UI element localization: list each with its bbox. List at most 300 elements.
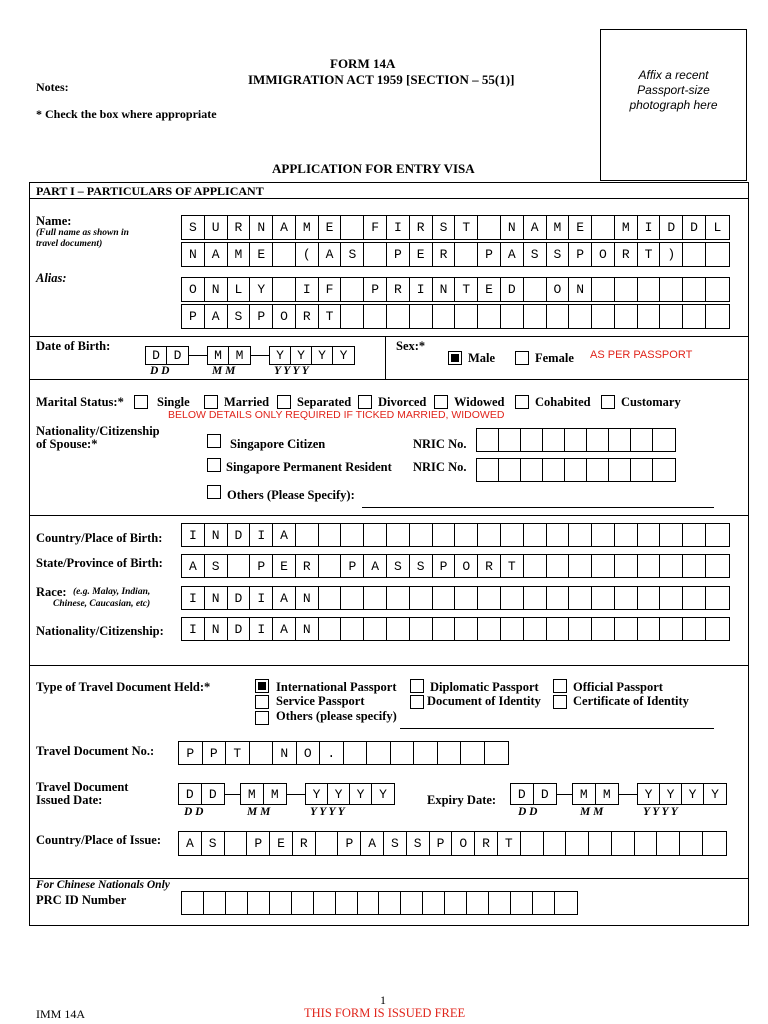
grid-cell[interactable] — [314, 892, 336, 914]
grid-cell[interactable] — [706, 587, 729, 609]
grid-cell[interactable]: S — [547, 243, 570, 266]
issued-year-grid[interactable] — [305, 783, 395, 805]
grid-cell[interactable]: R — [293, 832, 316, 855]
doc-others-line[interactable] — [400, 728, 714, 729]
grid-cell[interactable] — [569, 555, 592, 577]
grid-cell[interactable]: E — [270, 832, 293, 855]
grid-cell[interactable] — [273, 243, 296, 266]
grid-cell[interactable]: Y — [328, 784, 350, 804]
grid-cell[interactable] — [367, 742, 391, 764]
grid-cell[interactable]: S — [524, 243, 547, 266]
sex-female-checkbox[interactable] — [515, 351, 529, 365]
grid-cell[interactable] — [660, 278, 683, 301]
grid-cell[interactable]: Y — [291, 347, 312, 364]
grid-cell[interactable]: Y — [638, 784, 660, 804]
grid-cell[interactable]: Y — [270, 347, 291, 364]
grid-cell[interactable]: N — [273, 742, 297, 764]
grid-cell[interactable]: M — [602, 786, 611, 802]
grid-cell[interactable] — [391, 742, 415, 764]
grid-cell[interactable] — [387, 524, 410, 546]
grid-cell[interactable] — [555, 892, 577, 914]
grid-cell[interactable] — [706, 524, 729, 546]
grid-cell[interactable] — [410, 587, 433, 609]
grid-cell[interactable] — [501, 618, 524, 640]
grid-cell[interactable] — [660, 587, 683, 609]
marital-widowed-checkbox[interactable] — [434, 395, 448, 409]
grid-cell[interactable] — [592, 305, 615, 328]
grid-cell[interactable] — [455, 243, 478, 266]
grid-cell[interactable]: A — [361, 832, 384, 855]
grid-cell[interactable] — [228, 555, 251, 577]
grid-cell[interactable]: I — [250, 524, 273, 546]
grid-cell[interactable] — [660, 524, 683, 546]
grid-cell[interactable]: D — [683, 216, 706, 239]
doc-service-passport-checkbox[interactable] — [255, 695, 269, 709]
grid-cell[interactable] — [524, 524, 547, 546]
grid-cell[interactable]: D — [228, 524, 251, 546]
grid-cell[interactable]: P — [478, 243, 501, 266]
spouse-sg-pr-checkbox[interactable] — [207, 458, 221, 472]
alias-grid-row-1[interactable] — [181, 277, 730, 302]
grid-cell[interactable]: N — [250, 216, 273, 239]
grid-cell[interactable] — [341, 305, 364, 328]
grid-cell[interactable] — [521, 832, 544, 855]
grid-cell[interactable]: N — [433, 278, 456, 301]
grid-cell[interactable]: D — [540, 786, 549, 802]
grid-cell[interactable]: P — [247, 832, 270, 855]
grid-cell[interactable]: P — [179, 742, 203, 764]
grid-cell[interactable]: I — [296, 278, 319, 301]
grid-cell[interactable]: I — [182, 618, 205, 640]
grid-cell[interactable] — [341, 618, 364, 640]
grid-cell[interactable] — [182, 892, 204, 914]
grid-cell[interactable]: P — [203, 742, 227, 764]
grid-cell[interactable] — [478, 618, 501, 640]
grid-cell[interactable] — [485, 742, 509, 764]
grid-cell[interactable]: P — [338, 832, 361, 855]
grid-cell[interactable]: D — [208, 786, 217, 802]
grid-cell[interactable]: S — [387, 555, 410, 577]
grid-cell[interactable] — [638, 278, 661, 301]
grid-cell[interactable]: P — [341, 555, 364, 577]
grid-cell[interactable]: E — [273, 555, 296, 577]
grid-cell[interactable] — [423, 892, 445, 914]
grid-cell[interactable] — [204, 892, 226, 914]
grid-cell[interactable] — [615, 618, 638, 640]
nric-grid-1[interactable] — [476, 428, 676, 452]
grid-cell[interactable]: E — [569, 216, 592, 239]
grid-cell[interactable]: U — [205, 216, 228, 239]
grid-cell[interactable] — [358, 892, 380, 914]
doc-diplomatic-passport-checkbox[interactable] — [410, 679, 424, 693]
grid-cell[interactable]: R — [296, 305, 319, 328]
grid-cell[interactable] — [455, 305, 478, 328]
grid-cell[interactable]: S — [433, 216, 456, 239]
marital-married-checkbox[interactable] — [204, 395, 218, 409]
doc-no-grid[interactable] — [178, 741, 509, 765]
grid-cell[interactable]: M — [235, 348, 244, 363]
grid-cell[interactable] — [657, 832, 680, 855]
grid-cell[interactable]: N — [205, 524, 228, 546]
doc-certificate-identity-checkbox[interactable] — [553, 695, 567, 709]
grid-cell[interactable]: P — [250, 305, 273, 328]
grid-cell[interactable] — [631, 429, 653, 451]
grid-cell[interactable] — [683, 243, 706, 266]
grid-cell[interactable] — [706, 243, 729, 266]
grid-cell[interactable] — [683, 305, 706, 328]
marital-divorced-checkbox[interactable] — [358, 395, 372, 409]
grid-cell[interactable]: T — [455, 216, 478, 239]
grid-cell[interactable]: S — [407, 832, 430, 855]
grid-cell[interactable] — [433, 305, 456, 328]
grid-cell[interactable]: . — [320, 742, 344, 764]
grid-cell[interactable]: D — [173, 348, 182, 363]
grid-cell[interactable]: S — [202, 832, 225, 855]
grid-cell[interactable] — [609, 459, 631, 481]
grid-cell[interactable]: E — [410, 243, 433, 266]
issued-day-grid[interactable] — [178, 783, 225, 805]
grid-cell[interactable]: S — [410, 555, 433, 577]
grid-cell[interactable]: I — [250, 618, 273, 640]
grid-cell[interactable] — [565, 429, 587, 451]
grid-cell[interactable]: R — [228, 216, 251, 239]
grid-cell[interactable] — [387, 587, 410, 609]
expiry-year-grid[interactable] — [637, 783, 727, 805]
grid-cell[interactable]: I — [638, 216, 661, 239]
grid-cell[interactable] — [533, 892, 555, 914]
grid-cell[interactable]: T — [226, 742, 250, 764]
grid-cell[interactable]: Y — [306, 784, 328, 804]
grid-cell[interactable]: R — [615, 243, 638, 266]
grid-cell[interactable] — [341, 587, 364, 609]
grid-cell[interactable] — [489, 892, 511, 914]
grid-cell[interactable]: N — [296, 618, 319, 640]
grid-cell[interactable] — [706, 305, 729, 328]
grid-cell[interactable]: R — [475, 832, 498, 855]
grid-cell[interactable] — [521, 429, 543, 451]
grid-cell[interactable] — [296, 524, 319, 546]
grid-cell[interactable] — [547, 305, 570, 328]
grid-cell[interactable]: Y — [660, 784, 682, 804]
name-grid-row-1[interactable] — [181, 215, 730, 240]
grid-cell[interactable] — [638, 524, 661, 546]
grid-cell[interactable]: A — [364, 555, 387, 577]
issue-country-grid[interactable] — [178, 831, 727, 856]
grid-cell[interactable] — [566, 832, 589, 855]
grid-cell[interactable]: A — [182, 555, 205, 577]
grid-cell[interactable] — [653, 429, 675, 451]
marital-single-checkbox[interactable] — [134, 395, 148, 409]
grid-cell[interactable]: M — [615, 216, 638, 239]
grid-cell[interactable]: N — [205, 587, 228, 609]
grid-cell[interactable] — [433, 587, 456, 609]
dob-day-grid[interactable] — [145, 346, 189, 365]
grid-cell[interactable] — [499, 429, 521, 451]
grid-cell[interactable]: A — [273, 618, 296, 640]
grid-cell[interactable] — [660, 555, 683, 577]
grid-cell[interactable] — [467, 892, 489, 914]
grid-cell[interactable]: P — [569, 243, 592, 266]
grid-cell[interactable] — [433, 618, 456, 640]
grid-cell[interactable]: O — [273, 305, 296, 328]
grid-cell[interactable]: Y — [711, 786, 719, 802]
expiry-month-grid[interactable] — [572, 783, 619, 805]
grid-cell[interactable] — [706, 278, 729, 301]
grid-cell[interactable] — [609, 429, 631, 451]
grid-cell[interactable]: D — [228, 587, 251, 609]
grid-cell[interactable]: D — [501, 278, 524, 301]
grid-cell[interactable]: S — [228, 305, 251, 328]
grid-cell[interactable]: P — [182, 305, 205, 328]
grid-cell[interactable] — [615, 587, 638, 609]
grid-cell[interactable] — [414, 742, 438, 764]
grid-cell[interactable] — [592, 618, 615, 640]
grid-cell[interactable] — [683, 555, 706, 577]
grid-cell[interactable] — [478, 216, 501, 239]
grid-cell[interactable] — [543, 459, 565, 481]
grid-cell[interactable] — [635, 832, 658, 855]
grid-cell[interactable]: Y — [250, 278, 273, 301]
grid-cell[interactable] — [660, 305, 683, 328]
grid-cell[interactable] — [410, 618, 433, 640]
doc-official-passport-checkbox[interactable] — [553, 679, 567, 693]
grid-cell[interactable] — [445, 892, 467, 914]
grid-cell[interactable]: R — [410, 216, 433, 239]
grid-cell[interactable]: I — [182, 587, 205, 609]
grid-cell[interactable] — [543, 429, 565, 451]
grid-cell[interactable] — [612, 832, 635, 855]
grid-cell[interactable] — [638, 305, 661, 328]
grid-cell[interactable]: T — [501, 555, 524, 577]
grid-cell[interactable] — [703, 832, 726, 855]
grid-cell[interactable]: A — [179, 832, 202, 855]
grid-cell[interactable] — [455, 587, 478, 609]
grid-cell[interactable] — [592, 587, 615, 609]
grid-cell[interactable] — [592, 555, 615, 577]
grid-cell[interactable]: T — [638, 243, 661, 266]
grid-cell[interactable] — [683, 587, 706, 609]
grid-cell[interactable]: M — [296, 216, 319, 239]
grid-cell[interactable]: S — [384, 832, 407, 855]
grid-cell[interactable] — [592, 216, 615, 239]
grid-cell[interactable] — [364, 243, 387, 266]
grid-cell[interactable] — [653, 459, 675, 481]
grid-cell[interactable] — [683, 524, 706, 546]
grid-cell[interactable]: F — [364, 216, 387, 239]
grid-cell[interactable] — [226, 892, 248, 914]
grid-cell[interactable] — [524, 587, 547, 609]
dob-month-grid[interactable] — [207, 346, 251, 365]
grid-cell[interactable] — [292, 892, 314, 914]
grid-cell[interactable] — [615, 524, 638, 546]
grid-cell[interactable] — [316, 832, 339, 855]
grid-cell[interactable]: Y — [312, 347, 333, 364]
grid-cell[interactable]: P — [433, 555, 456, 577]
grid-cell[interactable]: T — [455, 278, 478, 301]
birth-state-grid[interactable] — [181, 554, 730, 578]
grid-cell[interactable] — [569, 618, 592, 640]
spouse-others-checkbox[interactable] — [207, 485, 221, 499]
marital-cohabited-checkbox[interactable] — [515, 395, 529, 409]
grid-cell[interactable] — [638, 587, 661, 609]
grid-cell[interactable]: P — [387, 243, 410, 266]
grid-cell[interactable] — [319, 555, 342, 577]
name-grid-row-2[interactable] — [181, 242, 730, 267]
grid-cell[interactable] — [524, 278, 547, 301]
grid-cell[interactable] — [524, 555, 547, 577]
grid-cell[interactable] — [477, 429, 499, 451]
grid-cell[interactable]: F — [319, 278, 342, 301]
grid-cell[interactable]: O — [592, 243, 615, 266]
grid-cell[interactable] — [364, 587, 387, 609]
expiry-day-grid[interactable] — [510, 783, 557, 805]
grid-cell[interactable]: O — [452, 832, 475, 855]
grid-cell[interactable]: D — [660, 216, 683, 239]
grid-cell[interactable]: Y — [350, 784, 372, 804]
grid-cell[interactable] — [341, 216, 364, 239]
grid-cell[interactable]: O — [455, 555, 478, 577]
grid-cell[interactable]: ) — [660, 243, 683, 266]
grid-cell[interactable] — [478, 524, 501, 546]
marital-customary-checkbox[interactable] — [601, 395, 615, 409]
grid-cell[interactable]: A — [273, 524, 296, 546]
photo-box[interactable] — [600, 29, 747, 181]
grid-cell[interactable] — [319, 524, 342, 546]
grid-cell[interactable] — [615, 555, 638, 577]
grid-cell[interactable] — [589, 832, 612, 855]
grid-cell[interactable]: S — [341, 243, 364, 266]
grid-cell[interactable]: D — [511, 784, 534, 804]
grid-cell[interactable] — [336, 892, 358, 914]
grid-cell[interactable]: A — [524, 216, 547, 239]
grid-cell[interactable]: A — [205, 305, 228, 328]
grid-cell[interactable] — [455, 618, 478, 640]
grid-cell[interactable] — [455, 524, 478, 546]
grid-cell[interactable]: A — [205, 243, 228, 266]
grid-cell[interactable]: M — [573, 784, 596, 804]
grid-cell[interactable]: S — [205, 555, 228, 577]
grid-cell[interactable] — [341, 524, 364, 546]
grid-cell[interactable]: A — [273, 216, 296, 239]
grid-cell[interactable] — [501, 524, 524, 546]
grid-cell[interactable] — [248, 892, 270, 914]
nationality-grid[interactable] — [181, 617, 730, 641]
nric-grid-2[interactable] — [476, 458, 676, 482]
grid-cell[interactable]: E — [250, 243, 273, 266]
grid-cell[interactable] — [477, 459, 499, 481]
grid-cell[interactable] — [401, 892, 423, 914]
grid-cell[interactable] — [250, 742, 274, 764]
grid-cell[interactable]: M — [547, 216, 570, 239]
grid-cell[interactable]: I — [410, 278, 433, 301]
grid-cell[interactable]: T — [498, 832, 521, 855]
grid-cell[interactable]: M — [228, 243, 251, 266]
grid-cell[interactable] — [680, 832, 703, 855]
grid-cell[interactable] — [501, 587, 524, 609]
grid-cell[interactable] — [478, 587, 501, 609]
grid-cell[interactable]: D — [146, 347, 167, 364]
grid-cell[interactable] — [569, 524, 592, 546]
grid-cell[interactable] — [341, 278, 364, 301]
doc-others-checkbox[interactable] — [255, 711, 269, 725]
grid-cell[interactable]: D — [179, 784, 202, 804]
grid-cell[interactable] — [478, 305, 501, 328]
grid-cell[interactable] — [364, 305, 387, 328]
grid-cell[interactable] — [319, 618, 342, 640]
birth-country-grid[interactable] — [181, 523, 730, 547]
spouse-sg-citizen-checkbox[interactable] — [207, 434, 221, 448]
grid-cell[interactable] — [511, 892, 533, 914]
grid-cell[interactable]: I — [182, 524, 205, 546]
grid-cell[interactable]: N — [205, 618, 228, 640]
grid-cell[interactable]: E — [319, 216, 342, 239]
grid-cell[interactable] — [364, 618, 387, 640]
grid-cell[interactable] — [683, 618, 706, 640]
grid-cell[interactable]: I — [250, 587, 273, 609]
grid-cell[interactable]: N — [569, 278, 592, 301]
grid-cell[interactable] — [524, 618, 547, 640]
marital-separated-checkbox[interactable] — [277, 395, 291, 409]
grid-cell[interactable]: L — [713, 220, 722, 235]
grid-cell[interactable] — [638, 555, 661, 577]
grid-cell[interactable]: L — [228, 278, 251, 301]
grid-cell[interactable] — [638, 618, 661, 640]
grid-cell[interactable] — [225, 832, 248, 855]
grid-cell[interactable]: R — [387, 278, 410, 301]
sex-male-checkbox[interactable] — [448, 351, 462, 365]
grid-cell[interactable] — [387, 618, 410, 640]
grid-cell[interactable] — [501, 305, 524, 328]
grid-cell[interactable] — [319, 587, 342, 609]
grid-cell[interactable] — [706, 555, 729, 577]
grid-cell[interactable] — [660, 618, 683, 640]
grid-cell[interactable]: M — [270, 786, 279, 802]
grid-cell[interactable] — [270, 892, 292, 914]
grid-cell[interactable]: A — [319, 243, 342, 266]
alias-grid-row-2[interactable] — [181, 304, 730, 329]
grid-cell[interactable]: M — [208, 347, 229, 364]
grid-cell[interactable] — [410, 305, 433, 328]
grid-cell[interactable]: D — [228, 618, 251, 640]
grid-cell[interactable]: Y — [379, 786, 387, 802]
grid-cell[interactable] — [410, 524, 433, 546]
grid-cell[interactable] — [547, 618, 570, 640]
grid-cell[interactable]: S — [182, 216, 205, 239]
grid-cell[interactable] — [569, 587, 592, 609]
grid-cell[interactable] — [547, 587, 570, 609]
grid-cell[interactable] — [569, 305, 592, 328]
grid-cell[interactable]: M — [241, 784, 264, 804]
grid-cell[interactable] — [615, 278, 638, 301]
grid-cell[interactable] — [547, 524, 570, 546]
grid-cell[interactable]: N — [501, 216, 524, 239]
grid-cell[interactable]: N — [182, 243, 205, 266]
grid-cell[interactable] — [364, 524, 387, 546]
grid-cell[interactable]: R — [478, 555, 501, 577]
grid-cell[interactable]: Y — [339, 348, 348, 363]
grid-cell[interactable] — [587, 459, 609, 481]
grid-cell[interactable] — [565, 459, 587, 481]
grid-cell[interactable]: Y — [682, 784, 704, 804]
grid-cell[interactable]: T — [319, 305, 342, 328]
grid-cell[interactable]: R — [433, 243, 456, 266]
grid-cell[interactable]: I — [387, 216, 410, 239]
doc-identity-checkbox[interactable] — [410, 695, 424, 709]
grid-cell[interactable] — [547, 555, 570, 577]
grid-cell[interactable] — [587, 429, 609, 451]
dob-year-grid[interactable] — [269, 346, 355, 365]
grid-cell[interactable]: O — [547, 278, 570, 301]
